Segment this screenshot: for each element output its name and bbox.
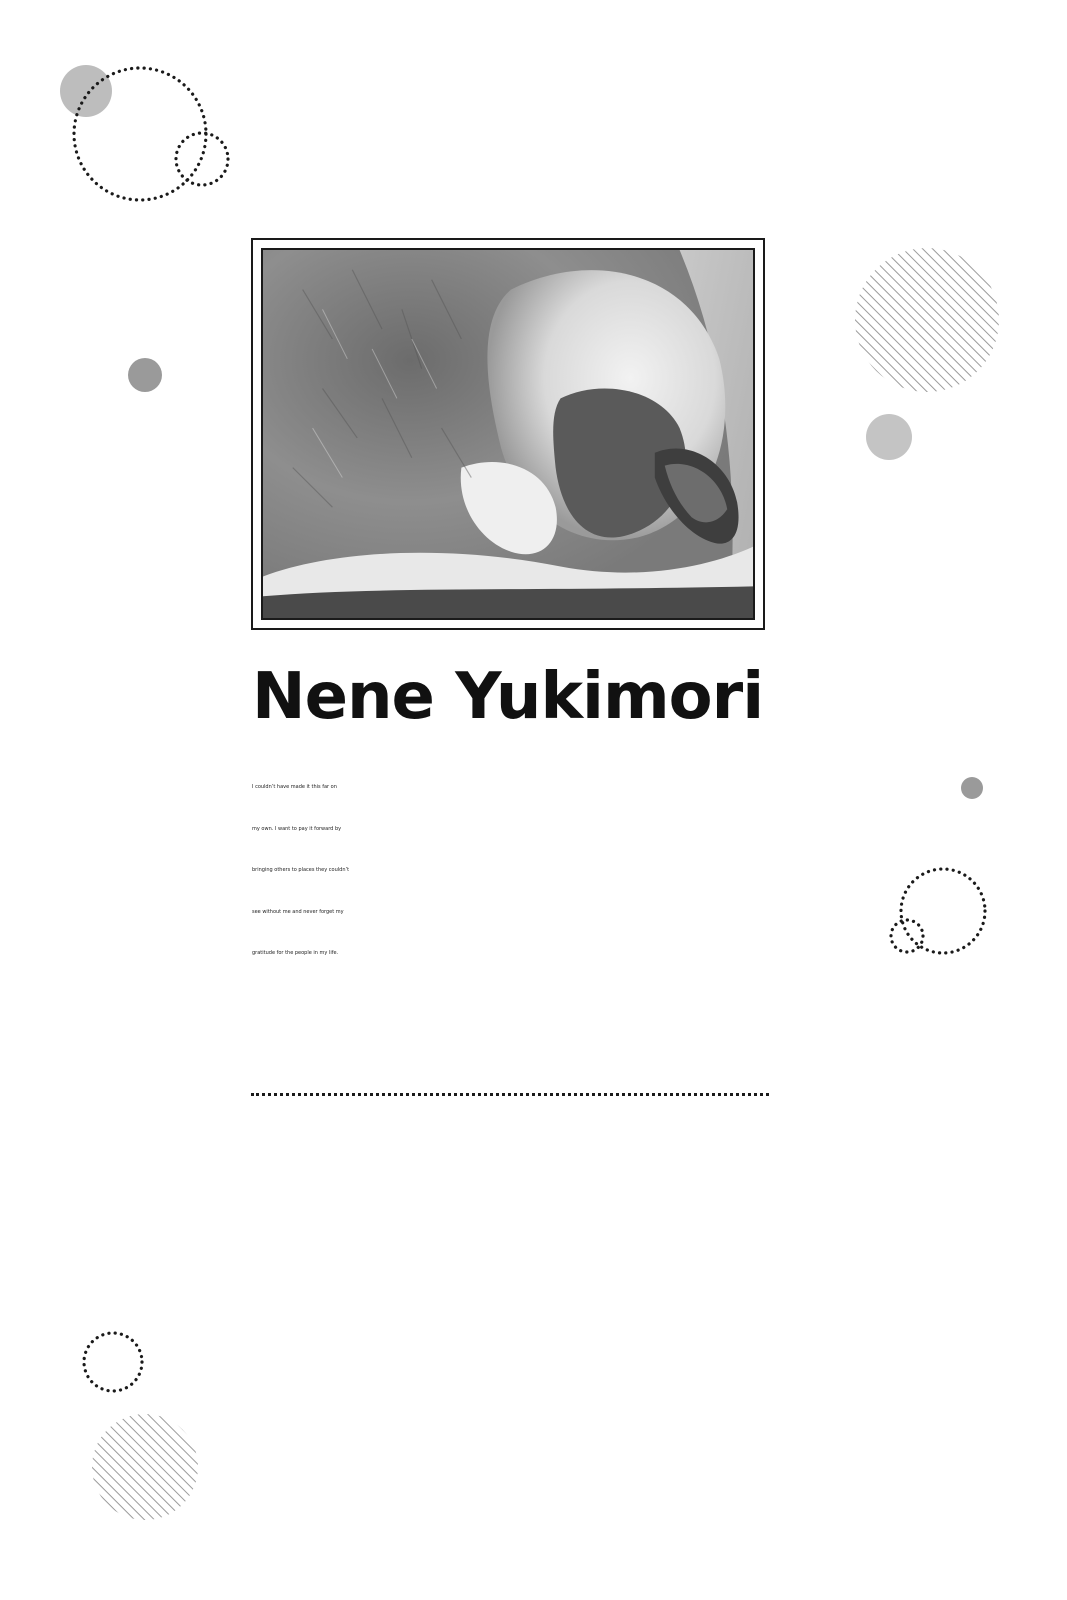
- hatched-circle-bottom-left: [92, 1414, 198, 1520]
- bio-line: [252, 1131, 772, 1173]
- bio-line: [252, 1297, 772, 1339]
- bio-line: [252, 1339, 772, 1381]
- statement-line: I couldn’t have made it this far on: [252, 784, 337, 790]
- author-bio: [252, 1131, 772, 1380]
- bio-line: [252, 1214, 772, 1256]
- author-statement: [252, 767, 772, 975]
- sleeping-cat-photo: [261, 248, 755, 620]
- statement-line: my own. I want to pay it forward by: [252, 825, 342, 832]
- dotted-ring-large-right: [901, 869, 985, 953]
- author-photo-frame: [251, 238, 765, 630]
- gray-dot-right-small: [961, 777, 983, 799]
- cat-illustration: [263, 250, 753, 618]
- dotted-divider: [251, 1093, 769, 1096]
- statement-line: see without me and never forget my: [252, 908, 344, 915]
- hatched-circle-top-right: [855, 248, 999, 392]
- statement-line: bringing others to places they couldn’t: [252, 867, 350, 873]
- statement-line: gratitude for the people in my life.: [252, 950, 339, 956]
- dotted-ring-small-right: [891, 920, 923, 952]
- gray-dot-left: [128, 358, 162, 392]
- gray-dot-right: [866, 414, 912, 460]
- dotted-ring-bottom-left: [84, 1333, 142, 1391]
- gray-dot-top-left: [60, 65, 112, 117]
- author-name-heading: Nene Yukimori: [252, 660, 764, 734]
- bio-line: [252, 1173, 772, 1215]
- bio-line: [252, 1256, 772, 1298]
